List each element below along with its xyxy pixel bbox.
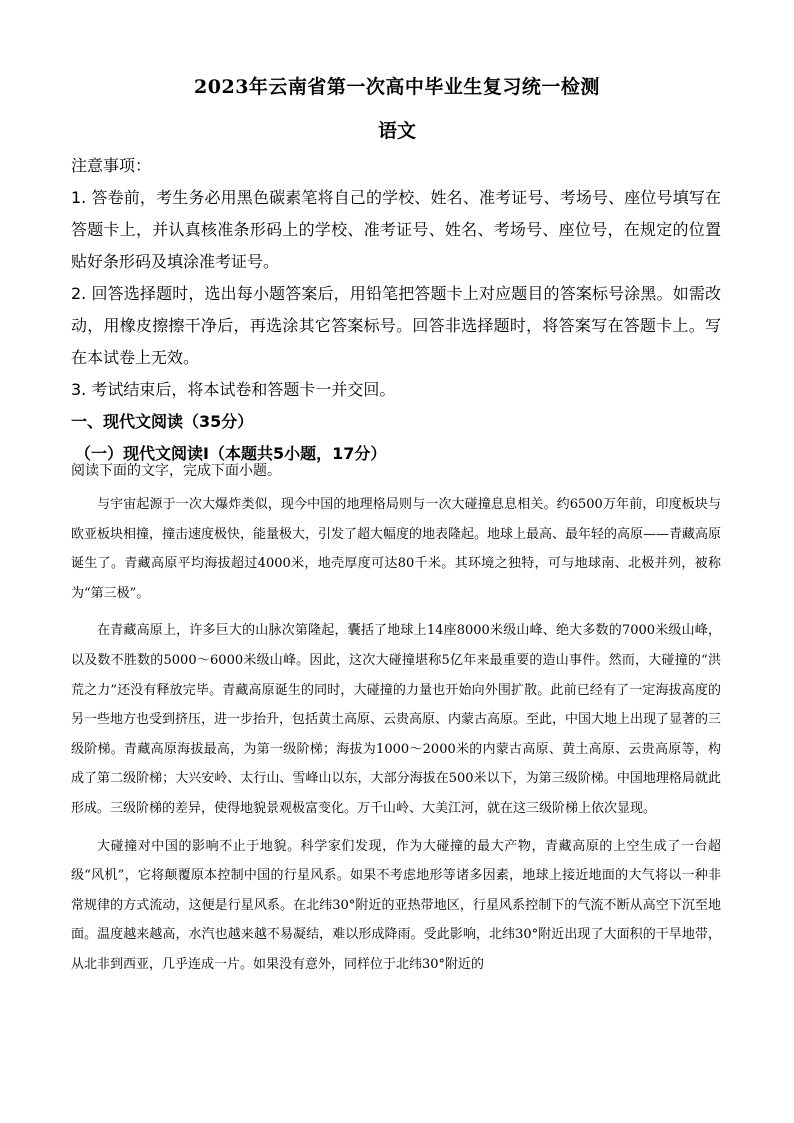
article-paragraph-1: 与宇宙起源于一次大爆炸类似，现今中国的地理格局则与一次大碰撞息息相关。约6500万年前，印度板块与欧亚板块相撞，撞击速度极快，能量极大，引发了超大幅度的地表隆起。地球上最高、最年轻的高原——青藏高原诞生了。青藏高原平均海拔超过4000米，地壳厚度可达80千米。其环境之独特，可与地球南、北极并列，被称为“第三极”。 <box>71 497 722 601</box>
reading-instruction: 阅读下面的文字，完成下面小题。 <box>71 463 281 479</box>
notes-heading: 注意事项： <box>71 156 152 175</box>
section-subheading: （一）现代文阅读Ⅰ（本题共5小题，17分） <box>75 444 387 463</box>
exam-subject: 语文 <box>377 120 416 142</box>
article-paragraph-2: 在青藏高原上，许多巨大的山脉次第隆起，囊括了地球上14座8000米级山峰、绝大多数的7000米级山峰，以及数不胜数的5000～6000米级山峰。因此，这次大碰撞堪称5亿年来最重要的造山事件。然而，大碰撞的“洪荒之力”还没有释放完毕。青藏高原诞生的同时，大碰撞的力量也开始向外围扩散。此前已经有了一定海拔高度的另一些地方也受到挤压，进一步抬升，包括黄土高原、云贵高原、内蒙古高原。至此，中国大地上出现了显著的三级阶梯。青藏高原海拔最高，为第一级阶梯；海拔为1000～2000米的内蒙古高原、黄土高原、云贵高原等，构成了第二级阶梯；大兴安岭、太行山、雪峰山以东，大部分海拔在500米以下，为第三级阶梯。中国地理格局就此形成。三级阶梯的差异，使得地貌景观极富变化。万千山岭、大美江河，就在这三级阶梯上依次显现。 <box>71 623 722 816</box>
exam-title: 2023年云南省第一次高中毕业生复习统一检测 <box>194 76 600 98</box>
section-heading: 一、现代文阅读（35分） <box>71 412 254 431</box>
notes-section <box>71 150 721 470</box>
notes-item-1: 1. 答卷前，考生务必用黑色碳素笔将自己的学校、姓名、准考证号、考场号、座位号填写在答题卡上，并认真核准条形码上的学校、准考证号、姓名、考场号、座位号，在规定的位置贴好条形码及填涂准考证号。 <box>71 188 721 271</box>
notes-item-2: 2. 回答选择题时，选出每小题答案后，用铅笔把答题卡上对应题目的答案标号涂黑。如需改动，用橡皮擦擦干净后，再选涂其它答案标号。回答非选择题时，将答案写在答题卡上。写在本试卷上无效。 <box>71 284 721 367</box>
article-paragraph-3: 大碰撞对中国的影响不止于地貌。科学家们发现，作为大碰撞的最大产物，青藏高原的上空生成了一台超级“风机”，它将颠覆原本控制中国的行星风系。如果不考虑地形等诸多因素，地球上接近地面的大气将以一种非常规律的方式流动，这便是行星风系。在北纬30°附近的亚热带地区，行星风系控制下的气流不断从高空下沉至地面。温度越来越高，水汽也越来越不易凝结，难以形成降雨。受此影响，北纬30°附近出现了大面积的干旱地带，从北非到西亚，几乎连成一片。如果没有意外，同样位于北纬30°附近的 <box>71 838 721 972</box>
notes-item-3: 3. 考试结束后，将本试卷和答题卡一并交回。 <box>71 380 396 399</box>
article-body <box>71 490 721 988</box>
